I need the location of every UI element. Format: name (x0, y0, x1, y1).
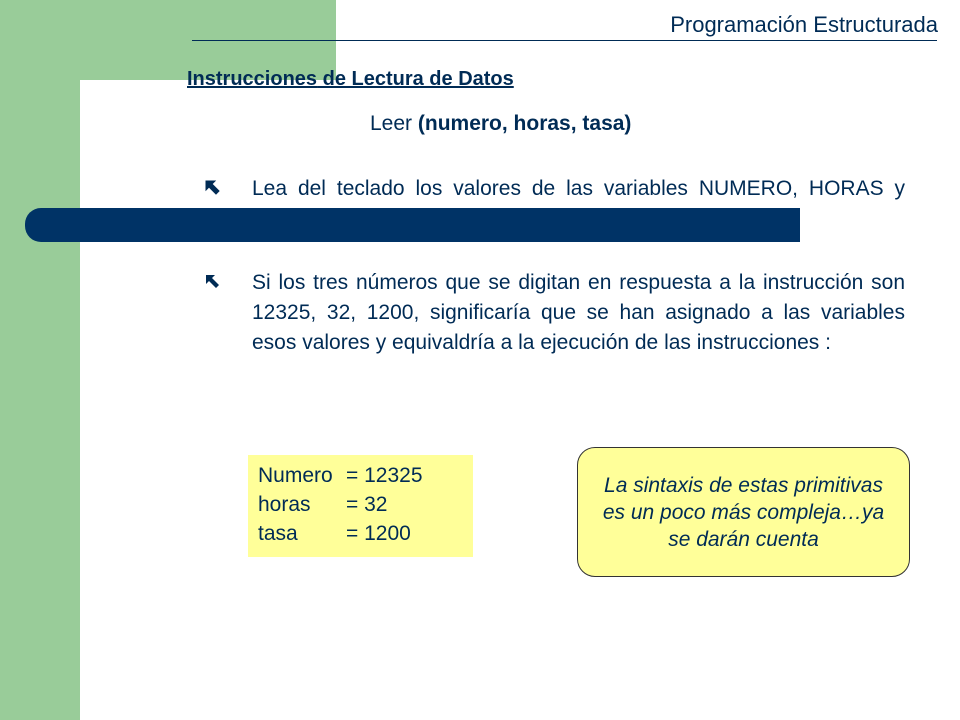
assignment-line (258, 490, 473, 519)
navy-highlight-bar (25, 208, 800, 242)
note-text: La sintaxis de estas primitivas es un poco más compleja…ya se darán cuenta (602, 473, 885, 551)
rounded-corner (80, 80, 170, 170)
bullet-text-2: Si los tres números que se digitan en respuesta a la instrucción son 12325, 32, 1200, significaría que se han asignado a las variables esos valores y equivaldría a la ejecución de las instrucciones : (252, 271, 905, 354)
variable-name: tasa (258, 522, 298, 545)
assignment-box (248, 455, 473, 557)
assignment-line (258, 519, 473, 548)
assignment-line (258, 461, 473, 490)
arrow-up-left-icon (200, 176, 224, 200)
section-title-part1: Instrucciones (187, 68, 318, 90)
note-callout (577, 447, 910, 577)
variable-value: = 32 (346, 493, 388, 516)
bullet-text-1: Lea del teclado los valores de las variables NUMERO, HORAS y (252, 177, 905, 200)
arrow-up-left-icon (200, 270, 224, 294)
variable-name: horas (258, 493, 311, 516)
section-title (187, 68, 514, 91)
read-statement (370, 112, 631, 136)
bullet-item-2 (200, 268, 905, 358)
left-green-band (0, 0, 80, 720)
section-title-part2: de Lectura de Datos (317, 68, 514, 90)
header-rule (192, 40, 937, 41)
variable-name: Numero (258, 464, 333, 487)
variable-value: = 1200 (346, 522, 411, 545)
variable-value: = 12325 (346, 464, 423, 487)
read-arguments: (numero, horas, tasa) (417, 112, 632, 135)
header-title: Programación Estructurada (670, 12, 938, 37)
read-keyword: Leer (370, 112, 418, 135)
